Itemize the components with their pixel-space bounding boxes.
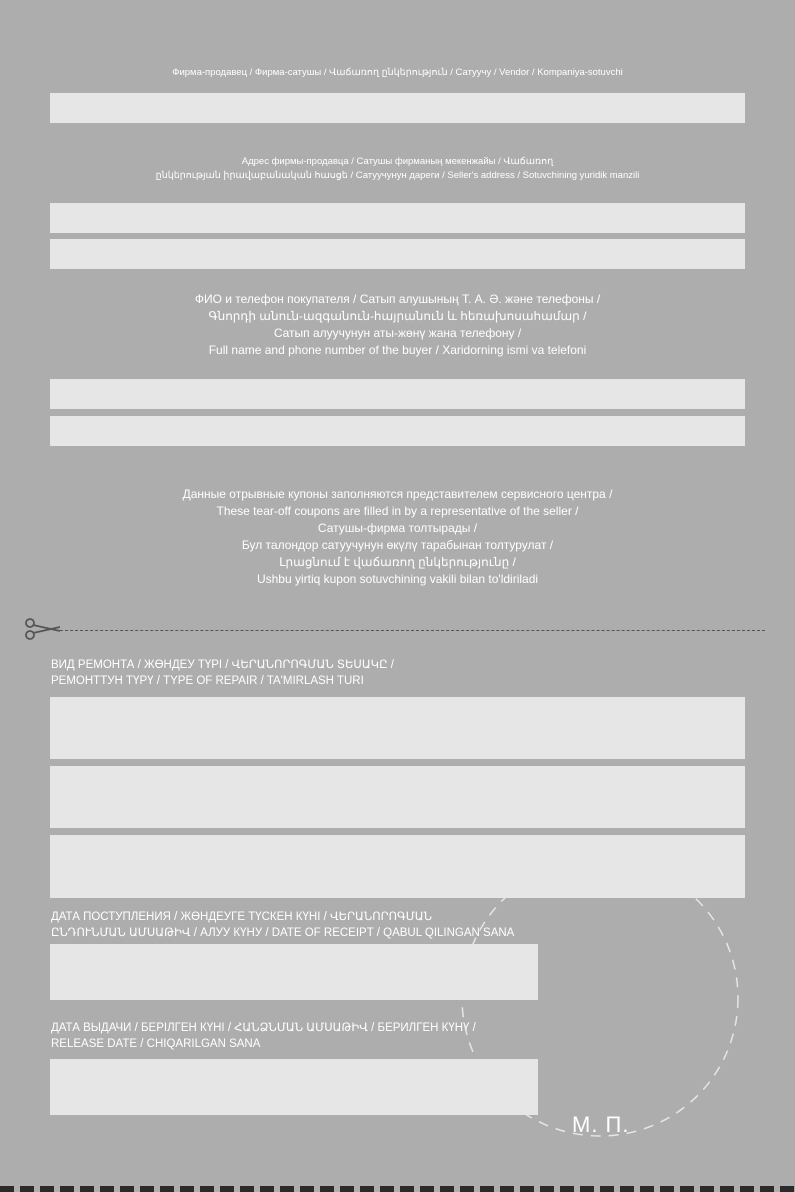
buyer-field-2[interactable] bbox=[50, 416, 745, 446]
receipt-date-label: ДАТА ПОСТУПЛЕНИЯ / ЖӨНДЕУГЕ ТҮСКЕН КҮНІ / ՎԵՐԱՆՈՐՈԳՄԱՆ ԸՆԴՈՒՆՄԱՆ ԱՄՍԱԹԻՎ / АЛУУ КҮНУ / DATE OF RECEIPT / QABUL QILINGAN SANA bbox=[51, 911, 515, 939]
vendor-label: Фирма-продавец / Фирма-сатушы / Վաճառող ընկերություն / Сатуучу / Vendor / Kompaniya-sotuvchi bbox=[172, 67, 623, 78]
cut-line bbox=[60, 630, 765, 631]
release-date-label: ДАТА ВЫДАЧИ / БЕРІЛГЕН КҮНІ / ՀԱՆՁՆՄԱՆ ԱՄՍԱԹԻՎ / БЕРИЛГЕН КҮНҮ / RELEASE DATE / CHIQARILGAN SANA bbox=[51, 1022, 476, 1050]
repair-type-field-1[interactable] bbox=[50, 697, 745, 759]
stamp-label: М. П. bbox=[572, 1112, 630, 1137]
vendor-address-field-2[interactable] bbox=[50, 239, 745, 269]
repair-type-label: ВИД РЕМОНТА / ЖӨНДЕУ ТҮРІ / ՎԵՐԱՆՈՐՈԳՄԱՆ ՏԵՍԱԿԸ / РЕМОНТТУН ТҮРҮ / TYPE OF REPAIR / TA'MIRLASH TURI bbox=[51, 659, 394, 687]
coupon-note: Данные отрывные купоны заполняются представителем сервисного центра / These tear-off coupons are filled in by a representative of the seller / Сатушы-фирма толтырады / Бул талондор сатуучунун өкүлү тарабынан толтурулат / Լրացնում է վաճառող ընկերությունը / Ushbu yirtiq kupon sotuvchining vakili bilan to'ldiriladi bbox=[182, 487, 613, 586]
bottom-edge bbox=[0, 1186, 795, 1192]
repair-type-field-2[interactable] bbox=[50, 766, 745, 828]
vendor-address-field-1[interactable] bbox=[50, 203, 745, 233]
stamp-circle bbox=[460, 858, 740, 1138]
vendor-field[interactable] bbox=[50, 93, 745, 123]
buyer-label: ФИО и телефон покупателя / Сатып алушының Т. А. Ә. және телефоны / Գնորդի անուն-ազգանուն-հայրանուն և հեռախոսահամար / Сатып алуучунун аты-жөнү жана телефону / Full name and phone number of the buyer / Xaridorning ismi va telefoni bbox=[194, 292, 601, 357]
buyer-field-1[interactable] bbox=[50, 379, 745, 409]
vendor-address-label: Адрес фирмы-продавца / Сатушы фирманың мекенжайы / Վաճառող ընկերության իրավաբանական հասցե / Сатуучунун дареги / Seller's address / Sotuvchining yuridik manzili bbox=[155, 156, 640, 181]
scissors-icon bbox=[24, 617, 62, 641]
